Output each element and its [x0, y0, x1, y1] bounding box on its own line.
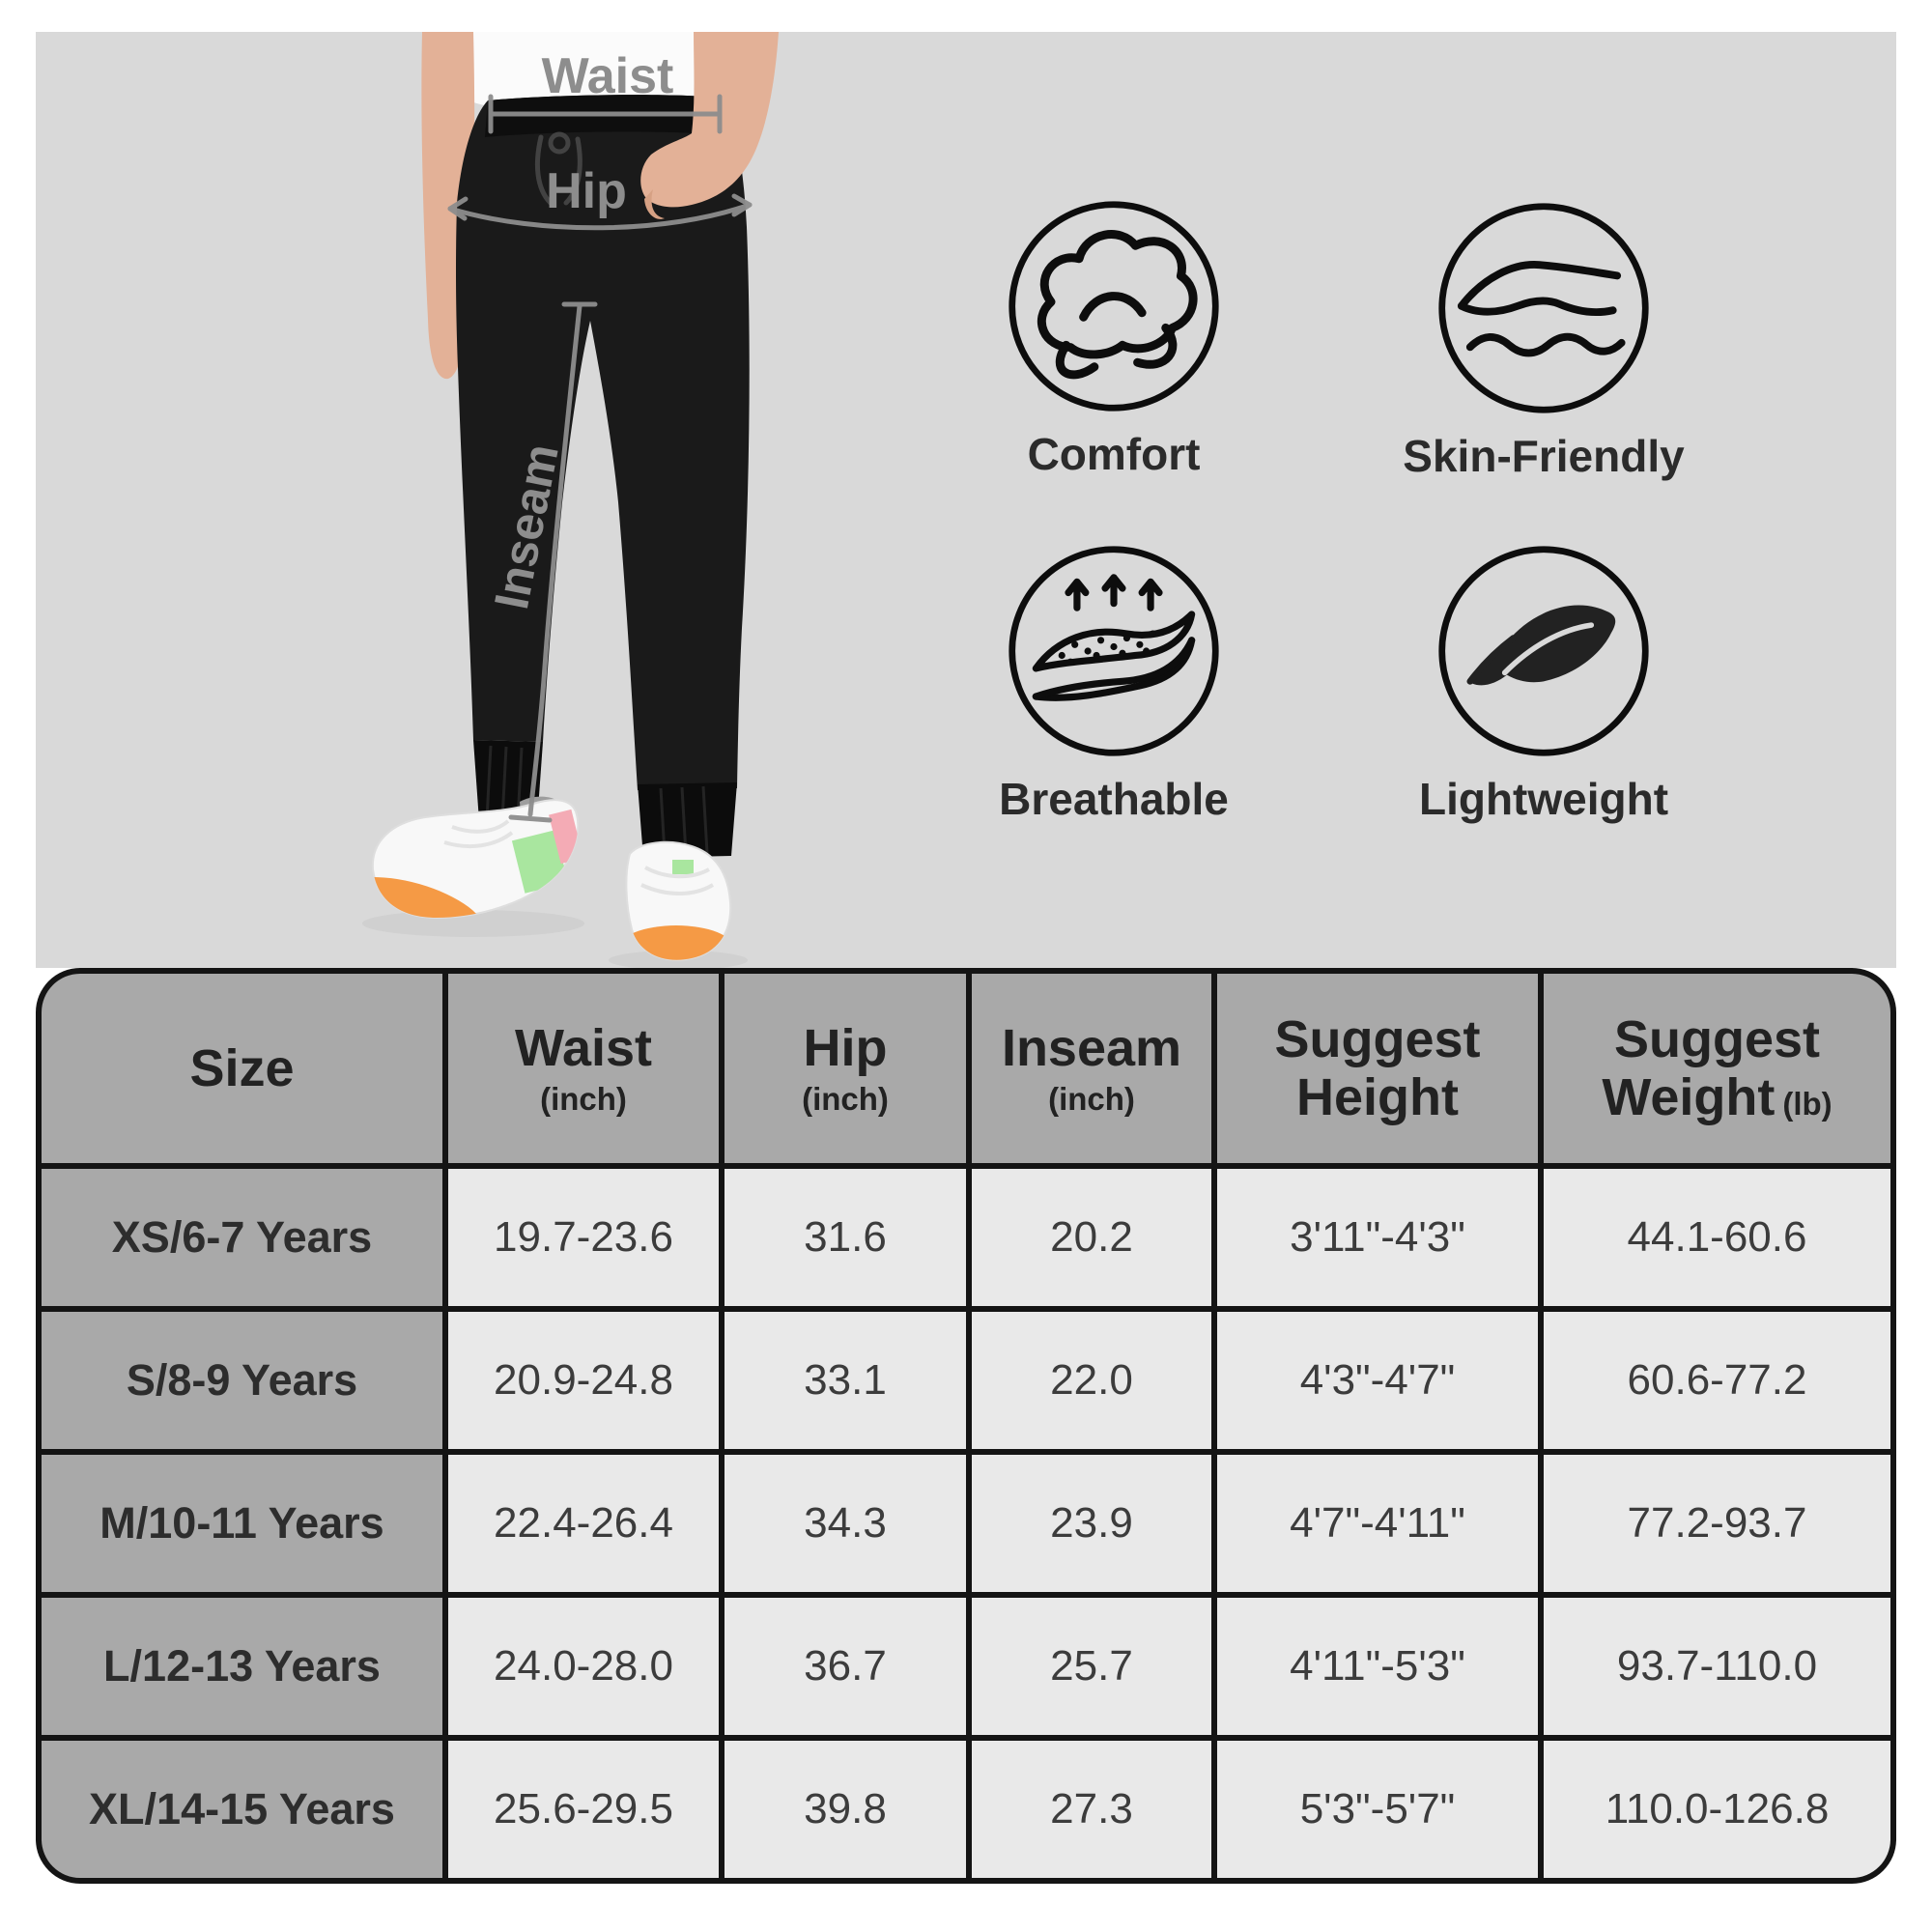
- cell-l-weight: 93.7-110.0: [1544, 1598, 1890, 1735]
- cell-xs-weight: 44.1-60.6: [1544, 1169, 1890, 1306]
- cell-xl-height: 5'3"-5'7": [1217, 1741, 1538, 1878]
- header-unit: (lb): [1782, 1086, 1833, 1122]
- cell-xl-inseam: 27.3: [972, 1741, 1211, 1878]
- col-header-size: [42, 974, 442, 1163]
- header-label: Suggest Weight (lb): [1602, 1009, 1833, 1126]
- hip-measure-label: Hip: [546, 163, 627, 219]
- cell-s-weight: 60.6-77.2: [1544, 1312, 1890, 1449]
- cell-m-hip: 34.3: [724, 1455, 966, 1592]
- feature-comfort: [940, 198, 1288, 480]
- feature-lightweight: [1370, 543, 1718, 825]
- row-label-l: L/12-13 Years: [42, 1598, 442, 1735]
- feature-label: Breathable: [999, 774, 1229, 824]
- feature-skin-friendly: [1370, 200, 1718, 482]
- right-sneaker: [618, 842, 734, 968]
- cell-xs-height: 3'11"-4'3": [1217, 1169, 1538, 1306]
- feature-breathable: [940, 543, 1288, 825]
- waist-measure-label: Waist: [541, 48, 674, 104]
- cell-xs-waist: 19.7-23.6: [448, 1169, 719, 1306]
- cell-s-waist: 20.9-24.8: [448, 1312, 719, 1449]
- header-unit: (inch): [1048, 1080, 1135, 1117]
- size-table: [36, 968, 1896, 1884]
- cell-m-height: 4'7"-4'11": [1217, 1455, 1538, 1592]
- row-label-xs: XS/6-7 Years: [42, 1169, 442, 1306]
- cell-xl-weight: 110.0-126.8: [1544, 1741, 1890, 1878]
- feather-icon: [1435, 543, 1652, 759]
- header-label: Waist: [514, 1019, 652, 1078]
- cell-m-weight: 77.2-93.7: [1544, 1455, 1890, 1592]
- cell-l-inseam: 25.7: [972, 1598, 1211, 1735]
- col-header-hip: [724, 974, 966, 1163]
- cell-l-height: 4'11"-5'3": [1217, 1598, 1538, 1735]
- cell-m-waist: 22.4-26.4: [448, 1455, 719, 1592]
- cell-l-hip: 36.7: [724, 1598, 966, 1735]
- feature-label: Comfort: [1027, 429, 1201, 479]
- col-header-waist: [448, 974, 719, 1163]
- col-header-height: [1217, 974, 1538, 1163]
- col-header-inseam: [972, 974, 1211, 1163]
- cotton-icon: [1006, 198, 1222, 414]
- header-label: Inseam: [1001, 1019, 1182, 1078]
- inseam-measure-label: Inseam: [484, 440, 569, 613]
- row-label-s: S/8-9 Years: [42, 1312, 442, 1449]
- cell-xs-hip: 31.6: [724, 1169, 966, 1306]
- cell-s-hip: 33.1: [724, 1312, 966, 1449]
- cell-xl-hip: 39.8: [724, 1741, 966, 1878]
- cell-s-inseam: 22.0: [972, 1312, 1211, 1449]
- product-photo: [36, 32, 1896, 968]
- cell-xs-inseam: 20.2: [972, 1169, 1211, 1306]
- feature-label: Skin-Friendly: [1403, 431, 1685, 481]
- hand-stroke-icon: [1435, 200, 1652, 416]
- col-header-weight: [1544, 974, 1890, 1163]
- row-label-m: M/10-11 Years: [42, 1455, 442, 1592]
- cell-s-height: 4'3"-4'7": [1217, 1312, 1538, 1449]
- feature-label: Lightweight: [1418, 774, 1669, 824]
- header-label: Size: [189, 1038, 295, 1097]
- header-unit: (inch): [540, 1080, 627, 1117]
- row-label-xl: XL/14-15 Years: [42, 1741, 442, 1878]
- cell-xl-waist: 25.6-29.5: [448, 1741, 719, 1878]
- cell-l-waist: 24.0-28.0: [448, 1598, 719, 1735]
- header-label: Suggest Height: [1274, 1009, 1481, 1126]
- breathable-fabric-icon: [1006, 543, 1222, 759]
- cell-m-inseam: 23.9: [972, 1455, 1211, 1592]
- header-label: Hip: [803, 1019, 888, 1078]
- header-unit: (inch): [802, 1080, 889, 1117]
